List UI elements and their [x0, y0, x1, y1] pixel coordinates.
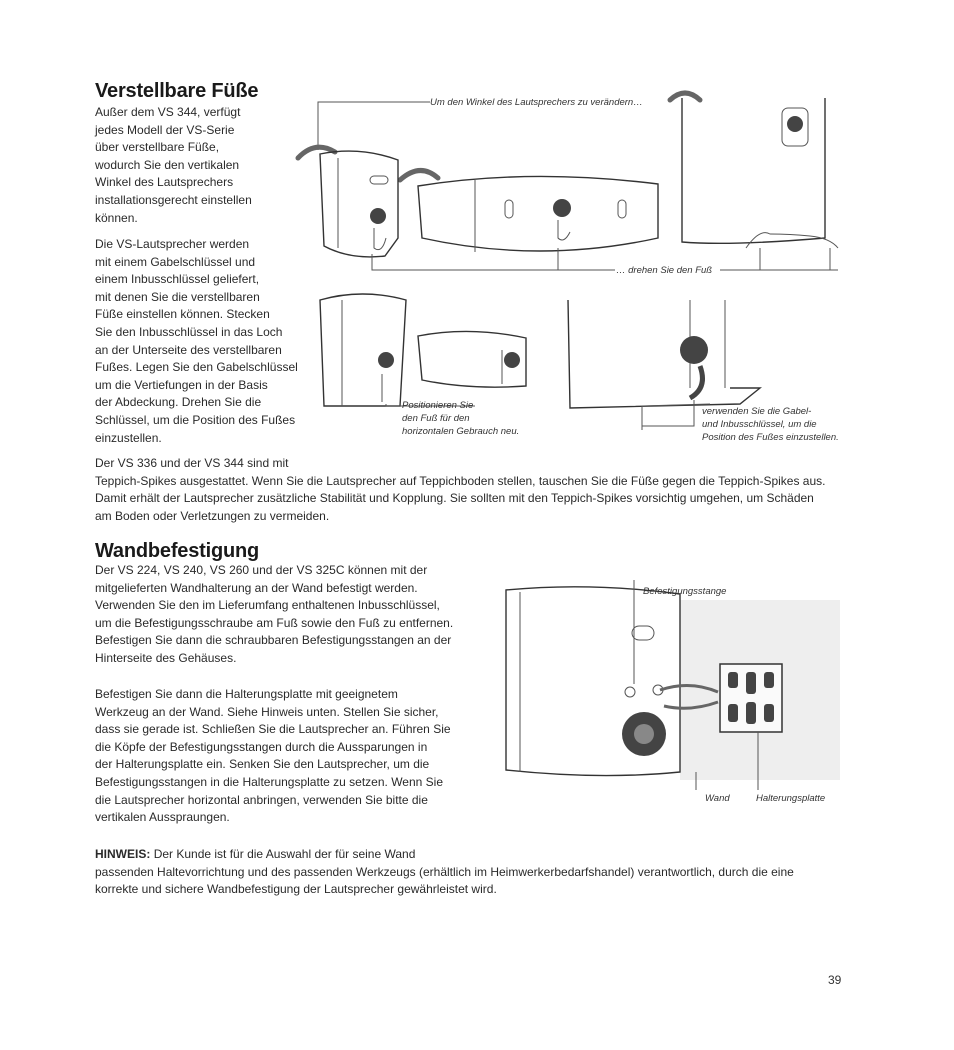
text-line: Verwenden Sie den im Lieferumfang enthaltenen Inbusschlüssel,	[95, 598, 440, 613]
text-line: Die VS-Lautsprecher werden	[95, 237, 250, 251]
caption-wall: Wand	[705, 793, 730, 804]
text-line: Winkel des Lautsprechers	[95, 175, 234, 190]
text-line: Fußes. Legen Sie den Gabelschlüssel	[95, 360, 298, 375]
text-line: einem Inbusschlüssel geliefert,	[95, 272, 260, 287]
text-line: Damit erhält der Lautsprecher zusätzliche Stabilität und Kopplung. Sie sollten mit den Teppich-Spikes vorsichtig umgehen, um Schäden	[95, 491, 814, 506]
wall-mount-illustration	[500, 580, 850, 820]
text-line: über verstellbare Füße,	[95, 140, 220, 155]
caption-mounting-rod: Befestigungsstange	[643, 586, 727, 597]
text-line: wodurch Sie den vertikalen	[95, 157, 240, 172]
note-block	[95, 846, 855, 899]
text-line: an der Unterseite des verstellbaren	[95, 342, 282, 357]
page-number: 39	[828, 973, 842, 987]
caption-mounting-plate: Halterungsplatte	[756, 793, 826, 804]
text-line: Der Kunde ist für die Auswahl der für seine Wand	[153, 847, 416, 861]
text-line: Sie den Inbusschlüssel in das Loch	[95, 324, 283, 339]
text-line: Schlüssel, um die Position des Fußes	[95, 412, 296, 427]
text-line: einzustellen.	[95, 430, 162, 445]
text-line: Hinterseite des Gehäuses.	[95, 650, 237, 665]
paragraph-carpet-spikes	[95, 455, 855, 525]
caption-line: den Fuß für den	[402, 413, 470, 424]
text-line: vertikalen Ausspraungen.	[95, 810, 230, 825]
text-line: Befestigen Sie dann die Halterungsplatte mit geeignetem	[95, 687, 398, 701]
text-line: Werkzeug an der Wand. Siehe Hinweis unten. Stellen Sie sicher,	[95, 704, 439, 719]
text-line: Der VS 224, VS 240, VS 260 und der VS 325C können mit der	[95, 563, 428, 577]
caption-use-wrenches	[702, 405, 852, 444]
text-line: mit denen Sie die verstellbaren	[95, 289, 260, 304]
caption-line: und Inbusschlüssel, um die	[702, 419, 817, 430]
text-line: passenden Haltevorrichtung und des passenden Werkzeugs (erhältlich im Heimwerkerbedarfshandel) verantwortlich, durch die eine	[95, 864, 794, 879]
paragraph-wall-mount-intro	[95, 562, 485, 668]
text-line: mitgelieferten Wandhalterung an der Wand befestigt werden.	[95, 580, 418, 595]
text-line: Befestigungsstangen in die Halterungsplatte zu setzen. Wenn Sie	[95, 774, 443, 789]
text-line: am Boden oder Verletzungen zu vermeiden.	[95, 508, 330, 523]
text-line: Der VS 336 und der VS 344 sind mit	[95, 456, 289, 470]
paragraph-wall-mount-steps	[95, 686, 485, 827]
note-first-line	[95, 846, 855, 864]
caption-line: horizontalen Gebrauch neu.	[402, 426, 520, 437]
caption-line: Positionieren Sie	[402, 400, 474, 411]
text-line: dass sie gerade ist. Schließen Sie die Lautsprecher an. Führen Sie	[95, 722, 451, 737]
heading-adjustable-feet: Verstellbare Füße	[95, 80, 259, 102]
caption-rotate-foot: … drehen Sie den Fuß	[616, 265, 713, 276]
text-line: können.	[95, 210, 138, 225]
text-line: jedes Modell der VS-Serie	[95, 122, 235, 137]
caption-line: verwenden Sie die Gabel-	[702, 406, 812, 417]
text-line: Befestigen Sie dann die schraubbaren Befestigungsstangen an der	[95, 633, 452, 648]
caption-change-angle: Um den Winkel des Lautsprechers zu verändern…	[430, 97, 643, 108]
text-line: mit einem Gabelschlüssel und	[95, 254, 256, 269]
text-line: um die Befestigungsschraube am Fuß sowie den Fuß zu entfernen.	[95, 615, 454, 630]
text-line: der Abdeckung. Drehen Sie die	[95, 395, 262, 410]
text-line: korrekte und sichere Wandbefestigung der Lautsprecher gewährleistet wird.	[95, 882, 497, 897]
text-line: installationsgerecht einstellen	[95, 192, 252, 207]
note-label: HINWEIS:	[95, 847, 151, 861]
text-line: der Halterungsplatte ein. Senken Sie den Lautsprecher, um die	[95, 757, 430, 772]
heading-wall-mounting: Wandbefestigung	[95, 540, 260, 562]
text-line: die Köpfe der Befestigungsstangen durch die Aussparungen in	[95, 739, 428, 754]
text-line: Füße einstellen können. Stecken	[95, 307, 270, 322]
text-line: Teppich-Spikes ausgestattet. Wenn Sie die Lautsprecher auf Teppichboden stellen, tauschen Sie die Füße gegen die Teppich-Spikes aus.	[95, 473, 826, 488]
text-line: um die Vertiefungen in der Basis	[95, 377, 268, 392]
text-line: die Lautsprecher horizontal anbringen, verwenden Sie bitte die	[95, 792, 428, 807]
text-line: Außer dem VS 344, verfügt	[95, 105, 241, 119]
caption-line: Position des Fußes einzustellen.	[702, 432, 839, 443]
feet-adjustment-illustration	[290, 88, 850, 458]
caption-horizontal-use	[402, 399, 562, 438]
